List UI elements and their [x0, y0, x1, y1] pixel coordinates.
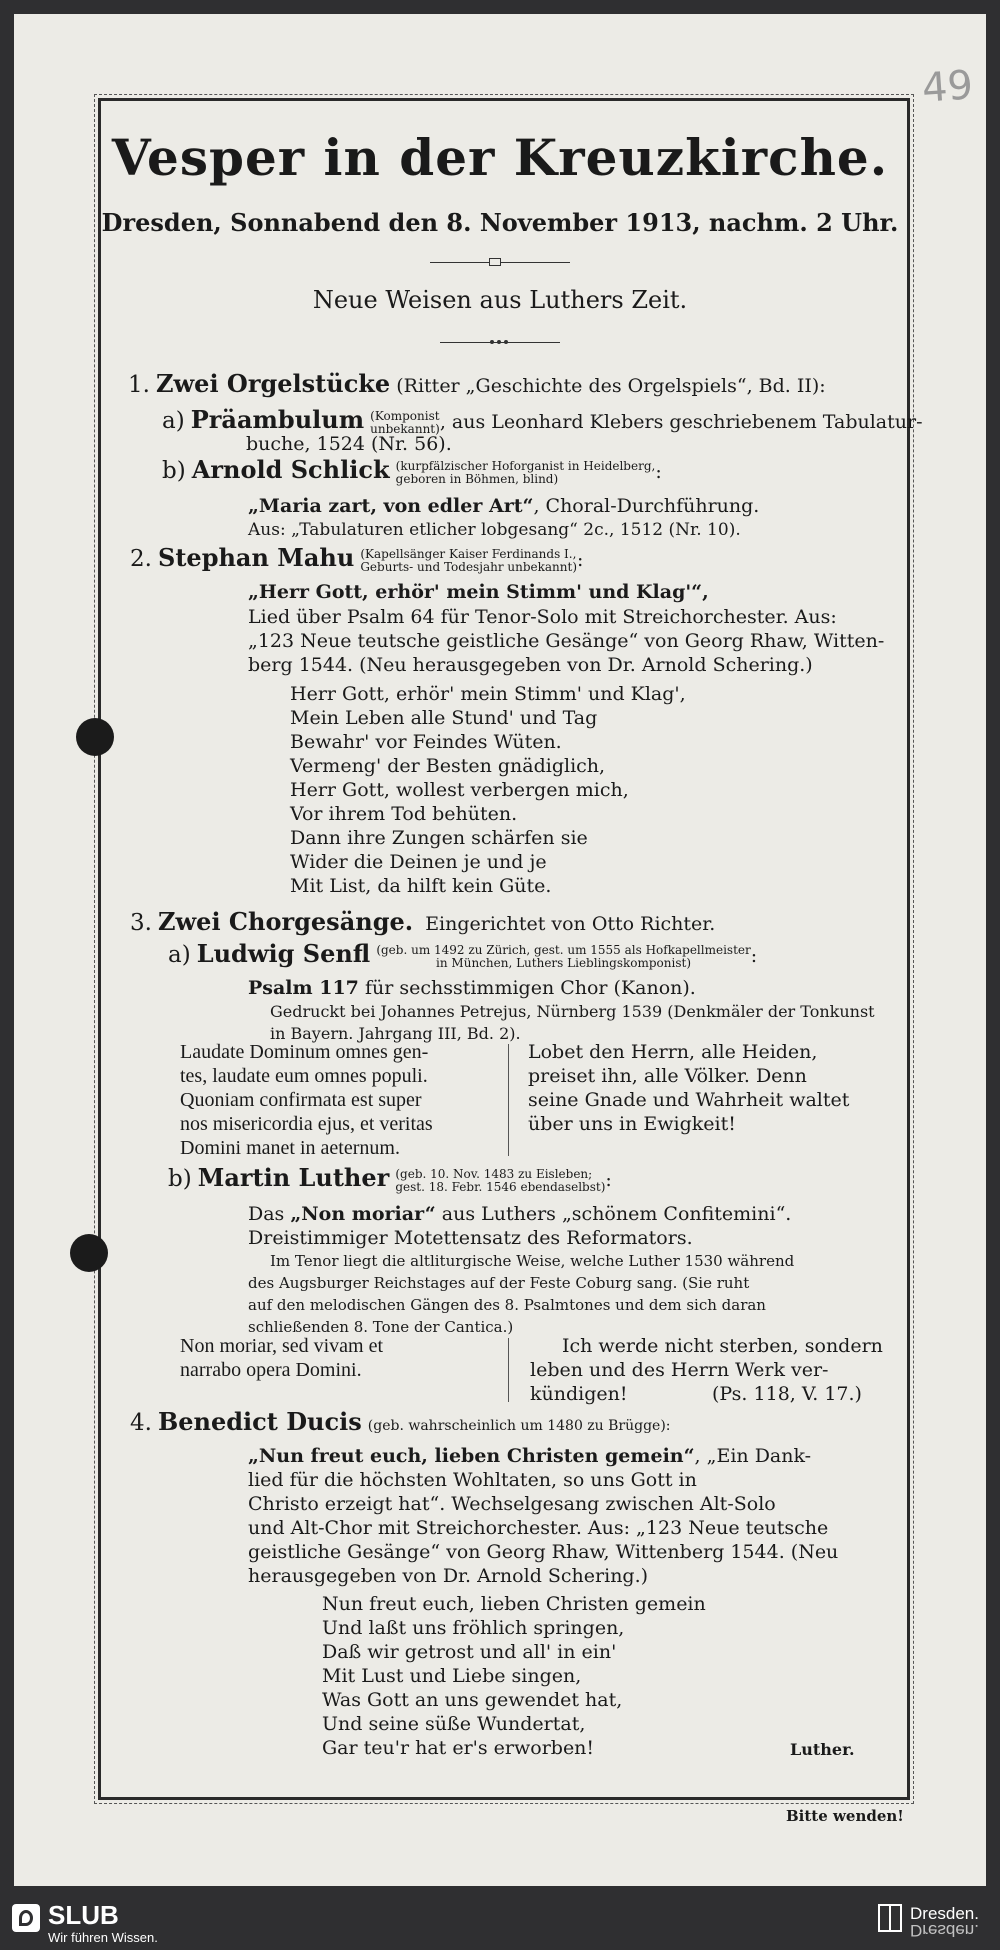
program-text: schließenden 8. Tone der Cantica.) [248, 1318, 514, 1336]
program-text: Aus: „Tabulaturen etlicher lobgesang“ 2c., 1512 (Nr. 10). [248, 520, 741, 540]
program-text: Im Tenor liegt die altliturgische Weise, welche Luther 1530 während [270, 1252, 795, 1270]
program-text: Dreistimmiger Motettensatz des Reformators. [248, 1227, 693, 1249]
ornament-dot [504, 340, 508, 344]
work-title: „Maria zart, von edler Art“, Choral-Durchführung. [248, 495, 760, 517]
column-divider [508, 1044, 509, 1156]
verse-line: Und seine süße Wundertat, [322, 1713, 586, 1735]
program-text: Christo erzeigt hat“. Wechselgesang zwischen Alt-Solo [248, 1493, 776, 1515]
verse-line: Bewahr' vor Feindes Wüten. [290, 731, 562, 753]
program-item-2: 2. Stephan Mahu (Kapellsänger Kaiser Ferdinands I., Geburts- und Todesjahr unbekannt): [130, 543, 584, 574]
program-text: des Augsburger Reichstages auf der Feste Coburg sang. (Sie ruht [248, 1274, 750, 1292]
latin-text: Domini manet in aeternum. [180, 1137, 400, 1159]
subtitle: Dresden, Sonnabend den 8. November 1913, nachm. 2 Uhr. [101, 208, 899, 237]
signature: Luther. [790, 1740, 855, 1759]
scripture-reference: (Ps. 118, V. 17.) [712, 1383, 862, 1405]
work-title: „Herr Gott, erhör' mein Stimm' und Klag'“, [248, 581, 709, 603]
program-text: lied für die höchsten Wohltaten, so uns Gott in [248, 1469, 697, 1491]
german-text: Ich werde nicht sterben, sondern [562, 1335, 883, 1357]
verse-line: Und laßt uns fröhlich springen, [322, 1617, 625, 1639]
program-text: „123 Neue teutsche geistliche Gesänge“ von Georg Rhaw, Witten- [248, 630, 885, 652]
program-text: herausgegeben von Dr. Arnold Schering.) [248, 1565, 649, 1587]
verse-line: Mein Leben alle Stund' und Tag [290, 707, 598, 729]
program-item-1: 1. Zwei Orgelstücke (Ritter „Geschichte des Orgelspiels“, Bd. II): [128, 369, 826, 398]
program-text: und Alt-Chor mit Streichorchester. Aus: „123 Neue teutsche [248, 1517, 829, 1539]
program-item-3a: a) Ludwig Senfl (geb. um 1492 zu Zürich, gest. um 1555 als Hofkapellmeister in München, Luthers Lieblingskomponist) : [168, 939, 758, 970]
work-title: Psalm 117 für sechsstimmigen Chor (Kanon). [248, 977, 696, 999]
verse-line: Dann ihre Zungen schärfen sie [290, 827, 588, 849]
ornament-divider [489, 258, 501, 266]
german-text: seine Gnade und Wahrheit waltet [528, 1089, 850, 1111]
footer-tagline: Wir führen Wissen. [48, 1930, 158, 1945]
program-text: geistliche Gesänge“ von Georg Rhaw, Wittenberg 1544. (Neu [248, 1541, 839, 1563]
german-text: kündigen! [530, 1383, 628, 1405]
program-text: auf den melodischen Gängen des 8. Psalmtones und dem sich daran [248, 1296, 766, 1314]
work-title: „Nun freut euch, lieben Christen gemein“, „Ein Dank- [248, 1445, 812, 1467]
program-item-1b: b) Arnold Schlick (kurpfälzischer Hoforganist in Heidelberg, geboren in Böhmen, blind) : [162, 455, 662, 486]
verse-line: Gar teu'r hat er's erworben! [322, 1737, 595, 1759]
ornament-dot [490, 340, 494, 344]
latin-text: narrabo opera Domini. [180, 1359, 362, 1381]
program-item-1a: a) Präambulum (Komponist unbekannt), aus Leonhard Klebers geschriebenem Tabulatur- [162, 405, 923, 436]
punch-hole [76, 718, 114, 756]
section-heading: Neue Weisen aus Luthers Zeit. [312, 286, 688, 314]
footer-city[interactable]: Dresden. Dresden. [910, 1904, 979, 1940]
program-text: buche, 1524 (Nr. 56). [246, 433, 452, 455]
german-text: Lobet den Herrn, alle Heiden, [528, 1041, 818, 1063]
latin-text: tes, laudate eum omnes populi. [180, 1065, 428, 1087]
slub-logo-icon [12, 1904, 40, 1932]
latin-text: Quoniam confirmata est super [180, 1089, 422, 1111]
verse-line: Herr Gott, wollest verbergen mich, [290, 779, 629, 801]
verse-line: Wider die Deinen je und je [290, 851, 547, 873]
latin-text: Non moriar, sed vivam et [180, 1335, 384, 1357]
verse-line: Vermeng' der Besten gnädiglich, [290, 755, 606, 777]
program-item-4: 4. Benedict Ducis (geb. wahrscheinlich um 1480 zu Brügge): [130, 1407, 671, 1436]
program-text: Lied über Psalm 64 für Tenor-Solo mit Streichorchester. Aus: [248, 606, 837, 628]
work-title: Das „Non moriar“ aus Luthers „schönem Confitemini“. [248, 1203, 792, 1225]
verse-line: Daß wir getrost und all' in ein' [322, 1641, 617, 1663]
ornament-dot [497, 340, 501, 344]
verse-line: Mit List, da hilft kein Güte. [290, 875, 552, 897]
program-text: in Bayern. Jahrgang III, Bd. 2). [270, 1024, 521, 1043]
program-text: Gedruckt bei Johannes Petrejus, Nürnberg 1539 (Denkmäler der Tonkunst [270, 1002, 875, 1021]
program-text: berg 1544. (Neu herausgegeben von Dr. Arnold Schering.) [248, 654, 813, 676]
dresden-logo-icon [878, 1904, 902, 1932]
german-text: über uns in Ewigkeit! [528, 1113, 736, 1135]
verse-line: Nun freut euch, lieben Christen gemein [322, 1593, 706, 1615]
verse-line: Vor ihrem Tod behüten. [290, 803, 518, 825]
verse-line: Was Gott an uns gewendet hat, [322, 1689, 623, 1711]
punch-hole [70, 1234, 108, 1272]
turn-page-note: Bitte wenden! [786, 1807, 904, 1825]
page-title: Vesper in der Kreuzkirche. [111, 128, 889, 187]
german-text: leben und des Herrn Werk ver- [530, 1359, 829, 1381]
latin-text: nos misericordia ejus, et veritas [180, 1113, 433, 1135]
verse-line: Herr Gott, erhör' mein Stimm' und Klag', [290, 683, 686, 705]
pencil-note: 49 [920, 62, 975, 112]
column-divider [508, 1338, 509, 1402]
verse-line: Mit Lust und Liebe singen, [322, 1665, 582, 1687]
latin-text: Laudate Dominum omnes gen- [180, 1041, 429, 1063]
program-item-3b: b) Martin Luther (geb. 10. Nov. 1483 zu Eisleben; gest. 18. Febr. 1546 ebendaselbst): [168, 1163, 612, 1194]
program-item-3: 3. Zwei Chorgesänge. Eingerichtet von Otto Richter. [130, 907, 716, 936]
footer-brand[interactable]: SLUB [48, 1900, 119, 1930]
german-text: preiset ihn, alle Völker. Denn [528, 1065, 807, 1087]
